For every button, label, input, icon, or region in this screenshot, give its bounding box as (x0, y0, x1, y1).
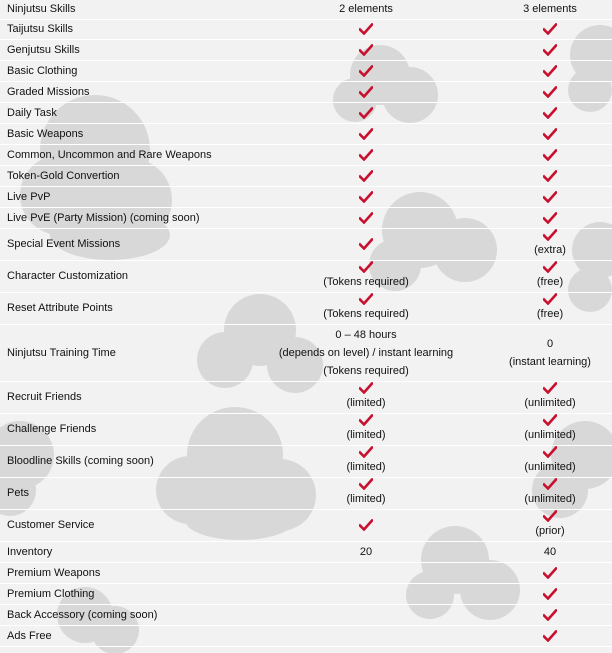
cell-3-elements (488, 292, 612, 324)
cell-note: (unlimited) (524, 461, 576, 473)
cell-note: (extra) (534, 244, 566, 256)
cell-3-elements (488, 207, 612, 228)
check-icon (359, 414, 373, 426)
table-row (0, 381, 612, 413)
table-row (0, 144, 612, 165)
table-row (0, 260, 612, 292)
cell-2-elements (244, 445, 488, 477)
check-icon (359, 65, 373, 77)
feature-label: Live PvE (Party Mission) (coming soon) (0, 207, 244, 228)
cell-note: (limited) (346, 493, 386, 505)
feature-label: Token-Gold Convertion (0, 165, 244, 186)
cell-text: (depends on level) / instant learning (278, 346, 454, 359)
cell-3-elements (488, 144, 612, 165)
cell-3-elements (488, 445, 612, 477)
check-icon (359, 446, 373, 458)
feature-label: Ads Free (0, 625, 244, 646)
cell-text: (Tokens required) (323, 364, 409, 377)
feature-label: Reset Attribute Points (0, 292, 244, 324)
cell-note: (free) (536, 308, 564, 320)
check-icon (359, 478, 373, 490)
check-icon (543, 630, 557, 642)
feature-label: Daily Task (0, 102, 244, 123)
cell-3-elements (488, 19, 612, 39)
feature-label: Bloodline Skills (coming soon) (0, 445, 244, 477)
cell-note: (unlimited) (524, 493, 576, 505)
cell-3-elements (488, 165, 612, 186)
cell-2-elements (244, 228, 488, 260)
feature-label: Back Accessory (coming soon) (0, 604, 244, 625)
cell-3-elements (488, 604, 612, 625)
table-row (0, 19, 612, 39)
check-icon (359, 170, 373, 182)
cell-note: (unlimited) (524, 429, 576, 441)
cell-note: (prior) (535, 525, 565, 537)
cell-2-elements (244, 39, 488, 60)
check-icon (543, 261, 557, 273)
table-row (0, 477, 612, 509)
table-row (0, 509, 612, 541)
cell-3-elements (488, 562, 612, 583)
header-col-2-elements: 2 elements (244, 0, 488, 19)
feature-label: Character Customization (0, 260, 244, 292)
table-row (0, 81, 612, 102)
table-row (0, 292, 612, 324)
table-row (0, 625, 612, 646)
cell-2-elements (244, 509, 488, 541)
check-icon (543, 212, 557, 224)
table-row (0, 562, 612, 583)
table-row (0, 165, 612, 186)
cell-3-elements (488, 186, 612, 207)
cell-3-elements (488, 324, 612, 381)
cell-3-elements (488, 541, 612, 562)
cell-text: 0 (546, 337, 554, 350)
cell-3-elements (488, 509, 612, 541)
cell-2-elements (244, 583, 488, 604)
cell-2-elements (244, 123, 488, 144)
check-icon (359, 519, 373, 531)
check-icon (359, 44, 373, 56)
feature-label: Basic Weapons (0, 123, 244, 144)
check-icon (543, 65, 557, 77)
table-row (0, 186, 612, 207)
cell-note: (Tokens required) (323, 308, 409, 320)
table-row (0, 102, 612, 123)
check-icon (359, 382, 373, 394)
feature-label: Live PvP (0, 186, 244, 207)
feature-label: Basic Clothing (0, 60, 244, 81)
cell-3-elements (488, 413, 612, 445)
check-icon (359, 107, 373, 119)
cell-3-elements (488, 477, 612, 509)
header-feature: Ninjutsu Skills (0, 0, 244, 19)
cell-2-elements (244, 604, 488, 625)
cell-note: (limited) (346, 429, 386, 441)
table-row (0, 413, 612, 445)
feature-label: Recruit Friends (0, 381, 244, 413)
check-icon (543, 478, 557, 490)
check-icon (543, 609, 557, 621)
check-icon (543, 567, 557, 579)
cell-2-elements (244, 541, 488, 562)
cell-3-elements (488, 583, 612, 604)
table-header-row (0, 0, 612, 19)
cell-2-elements (244, 165, 488, 186)
cell-3-elements (488, 123, 612, 144)
table-row (0, 39, 612, 60)
check-icon (543, 382, 557, 394)
cell-note: (Tokens required) (323, 276, 409, 288)
table-row (0, 445, 612, 477)
cell-3-elements (488, 260, 612, 292)
cell-2-elements (244, 186, 488, 207)
check-icon (359, 128, 373, 140)
cell-note: (unlimited) (524, 397, 576, 409)
check-icon (543, 128, 557, 140)
cell-3-elements (488, 228, 612, 260)
cell-3-elements (488, 102, 612, 123)
check-icon (543, 588, 557, 600)
table-row (0, 604, 612, 625)
cell-2-elements (244, 477, 488, 509)
cell-text: 20 (359, 545, 373, 558)
cell-2-elements (244, 102, 488, 123)
check-icon (359, 86, 373, 98)
table-row (0, 228, 612, 260)
check-icon (359, 212, 373, 224)
cell-text: 40 (543, 545, 557, 558)
cell-2-elements (244, 562, 488, 583)
cell-2-elements (244, 207, 488, 228)
cell-3-elements (488, 625, 612, 646)
cell-2-elements (244, 324, 488, 381)
cell-2-elements (244, 292, 488, 324)
cell-2-elements (244, 381, 488, 413)
cell-2-elements (244, 144, 488, 165)
feature-label: Special Event Missions (0, 228, 244, 260)
cell-2-elements (244, 81, 488, 102)
feature-label: Premium Clothing (0, 583, 244, 604)
cell-2-elements (244, 413, 488, 445)
check-icon (543, 23, 557, 35)
cell-text: 0 – 48 hours (335, 328, 397, 341)
cell-3-elements (488, 81, 612, 102)
check-icon (543, 229, 557, 241)
check-icon (359, 293, 373, 305)
cell-2-elements (244, 19, 488, 39)
check-icon (543, 414, 557, 426)
feature-label: Genjutsu Skills (0, 39, 244, 60)
cell-2-elements (244, 625, 488, 646)
check-icon (543, 170, 557, 182)
feature-label: Challenge Friends (0, 413, 244, 445)
table-row (0, 583, 612, 604)
check-icon (543, 510, 557, 522)
cell-3-elements (488, 381, 612, 413)
table-row (0, 123, 612, 144)
check-icon (359, 191, 373, 203)
cell-3-elements (488, 39, 612, 60)
table-row (0, 324, 612, 381)
check-icon (543, 149, 557, 161)
feature-label: Ninjutsu Training Time (0, 324, 244, 381)
header-col-3-elements: 3 elements (488, 0, 612, 19)
table-row (0, 60, 612, 81)
check-icon (543, 446, 557, 458)
table-row (0, 207, 612, 228)
check-icon (359, 238, 373, 250)
cell-note: (limited) (346, 397, 386, 409)
check-icon (543, 293, 557, 305)
feature-label: Common, Uncommon and Rare Weapons (0, 144, 244, 165)
check-icon (359, 149, 373, 161)
check-icon (543, 191, 557, 203)
table-row (0, 541, 612, 562)
check-icon (543, 44, 557, 56)
cell-2-elements (244, 60, 488, 81)
feature-label: Premium Weapons (0, 562, 244, 583)
feature-label: Taijutsu Skills (0, 19, 244, 39)
cell-note: (limited) (346, 461, 386, 473)
cell-2-elements (244, 260, 488, 292)
check-icon (359, 23, 373, 35)
feature-label: Graded Missions (0, 81, 244, 102)
cell-note: (free) (536, 276, 564, 288)
check-icon (543, 107, 557, 119)
feature-label: Pets (0, 477, 244, 509)
check-icon (543, 86, 557, 98)
check-icon (359, 261, 373, 273)
feature-label: Inventory (0, 541, 244, 562)
cell-3-elements (488, 60, 612, 81)
cell-text: (instant learning) (509, 355, 591, 368)
feature-label: Customer Service (0, 509, 244, 541)
